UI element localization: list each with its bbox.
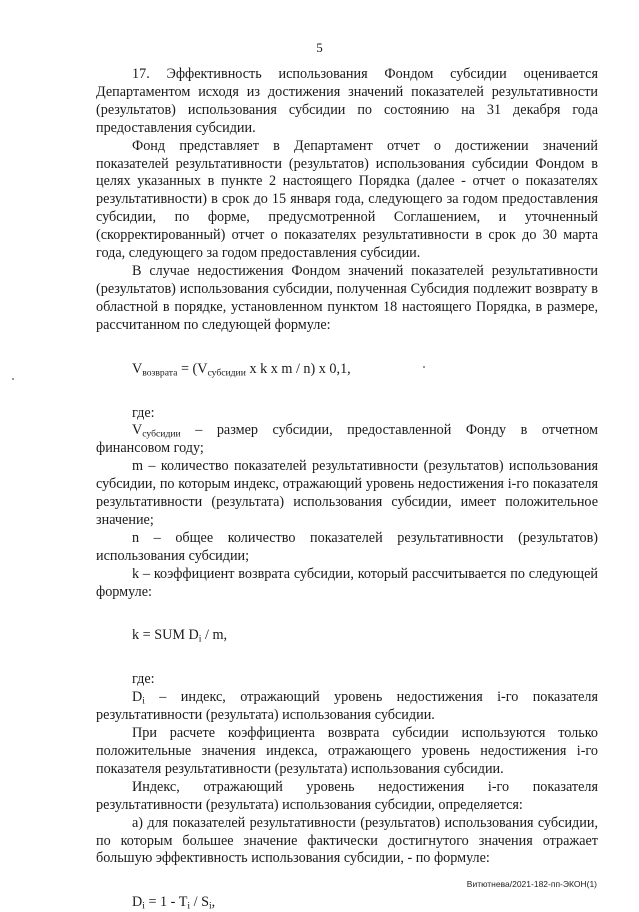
document-body	[96, 66, 598, 912]
paragraph-a: а) для показателей результативности (результатов) использования субсидии, по которым большее значение фактически достигнутого значения отражает большую эффективность использования субсидии, - по формуле:	[96, 814, 598, 867]
formula-d: $D_i = 1 - T_i / S_i$,	[132, 894, 216, 912]
paragraph-failure: В случае недостижения Фондом значений показателей результативности (результатов) использования субсидии, полученная Субсидия подлежит возврату в областной в порядке, установленном пунктом 18 настоящего Порядка, в размере, рассчитанном по следующей формуле:	[96, 262, 598, 333]
document-footer-id: Витютнева/2021-182-пп-ЭКОН(1)	[466, 879, 597, 889]
definition-d-index: $D_i$ – индекс, отражающий уровень недостижения i-го показателя результативности (результата) использования субсидии.	[96, 689, 598, 724]
scan-speck	[12, 378, 14, 380]
formula-return-amount: $V_{возврата} = (V_{субсидии}$ x k x m / n) x 0,1,	[132, 360, 351, 378]
paragraph-calc: При расчете коэффициента возврата субсидии используются только положительные значения индекса, отражающего уровень недостижения i-го показателя результативности (результата) использования субсидии.	[96, 725, 598, 777]
definition-n: n – общее количество показателей результативности (результатов) использования субсидии;	[96, 529, 598, 564]
paragraph-report: Фонд представляет в Департамент отчет о достижении значений показателей результативности (результатов) использования субсидии Фондом в целях указанных в пункте 2 настоящего Порядка (далее - отчет о показателях результативности) в срок до 15 января года, следующего за годом предоставления субсидии, по форме, предусмотренной Соглашением, и уточненный (скорректированный) отчет о показателях результативности в срок до 30 марта года, следующего за годом предоставления субсидии.	[96, 137, 598, 262]
paragraph-index: Индекс, отражающий уровень недостижения i-го показателя результативности (результата) использования субсидии, определяется:	[96, 778, 598, 813]
where-label-1: где:	[132, 404, 155, 421]
definition-v-subsidy: $V_{субсидии}$ – размер субсидии, предоставленной Фонду в отчетном финансовом году;	[96, 422, 598, 457]
paragraph-17: 17. Эффективность использования Фондом субсидии оценивается Департаментом исходя из достижения значений показателей результативности (результатов) использования субсидии по состоянию на 31 декабря года предоставления субсидии.	[96, 66, 598, 136]
where-label-2: где:	[132, 671, 155, 688]
definition-m: m – количество показателей результативности (результатов) использования субсидии, по которым индекс, отражающий уровень недостижения i-го показателя результативности (результата) использования субсидии, имеет положительное значение;	[96, 458, 598, 528]
page-number: 5	[316, 40, 323, 55]
definition-k: k – коэффициент возврата субсидии, который рассчитывается по следующей формуле:	[96, 565, 598, 600]
formula-k: k = SUM $D_i$ / m,	[132, 627, 228, 645]
scan-speck	[423, 366, 425, 368]
